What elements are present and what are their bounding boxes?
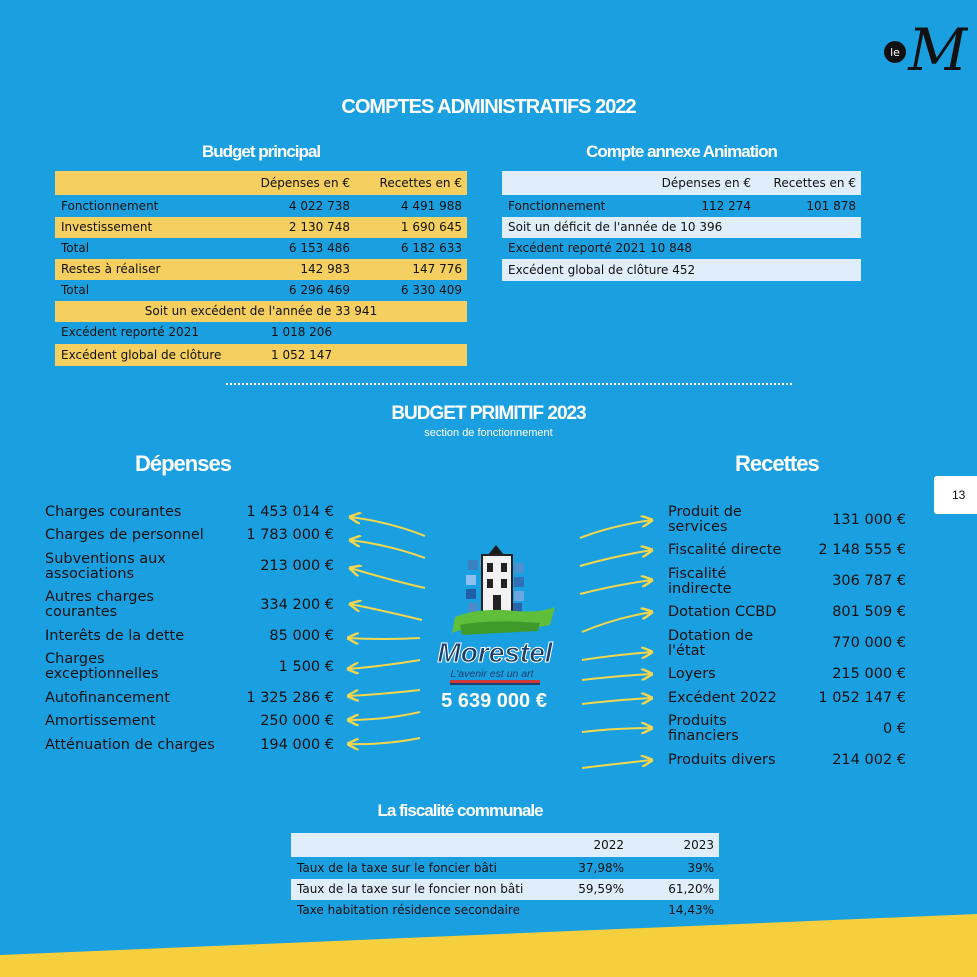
excedent-reporte-label: Excédent reporté 2021: [508, 241, 646, 255]
depense-label: Amortissement: [45, 713, 156, 729]
arrow-recette: [582, 760, 652, 768]
table-row: [55, 280, 467, 301]
depense-value: 213 000 €: [260, 558, 334, 574]
deficit-row: [502, 217, 861, 238]
excedent-global-row: [502, 259, 861, 281]
table-row: [291, 900, 719, 921]
dotted-separator: [226, 383, 792, 385]
excedent-global-text: Excédent global de clôture 452: [508, 263, 696, 277]
arrow-recette: [582, 728, 652, 732]
arrow-recette: [582, 612, 652, 632]
row-label: Taux de la taxe sur le foncier bâti: [297, 861, 497, 875]
town-name: Morestel: [437, 637, 553, 668]
row-label: Fonctionnement: [61, 199, 159, 213]
table-row: [55, 196, 467, 217]
arrow-depense: [348, 660, 420, 669]
recette-value: 770 000 €: [832, 635, 906, 651]
depense-value: 334 200 €: [260, 597, 334, 613]
deficit-text: Soit un déficit de l'année de 10 396: [508, 220, 723, 234]
depense-label: Atténuation de charges: [45, 737, 215, 753]
depense-label: Interêts de la dette: [45, 628, 185, 644]
svg-text:M: M: [908, 16, 968, 76]
arrow-recette: [580, 520, 652, 538]
excedent-annee-row: [55, 301, 467, 322]
depense-value: 1 325 286 €: [246, 690, 334, 706]
recette-value: 0 €: [882, 721, 906, 737]
arrow-recette: [580, 550, 652, 566]
arrow-depense: [350, 568, 425, 588]
arrow-recette: [582, 674, 652, 680]
depense-label: Charges de personnel: [45, 527, 204, 543]
compte-annexe-title: Compte annexe Animation: [586, 142, 777, 161]
tower-icon: [482, 545, 512, 613]
row-depenses: 112 274: [701, 199, 751, 213]
table-row: [55, 259, 467, 280]
recette-label: l'état: [668, 643, 706, 659]
depense-label: Autofinancement: [45, 690, 170, 706]
budget-primitif-title: BUDGET PRIMITIF 2023: [391, 403, 586, 424]
row-depenses: 4 022 738: [288, 199, 350, 213]
recette-value: 801 509 €: [832, 604, 906, 620]
row-recettes: 4 491 988: [400, 199, 462, 213]
header-recettes: Recettes en €: [773, 176, 856, 190]
depense-value: 1 500 €: [278, 659, 334, 675]
depense-label: Autres charges: [45, 589, 154, 605]
table-header-row: [291, 833, 719, 857]
budget-primitif-subtitle: section de fonctionnement: [424, 427, 553, 439]
recette-value: 131 000 €: [832, 512, 906, 528]
depense-value: 85 000 €: [269, 628, 334, 644]
comptes-title: COMPTES ADMINISTRATIFS 2022: [341, 96, 636, 118]
table-header-row: [502, 171, 861, 195]
depense-label: courantes: [45, 604, 118, 620]
header-depenses: Dépenses en €: [260, 176, 350, 190]
row-2022: 59,59%: [578, 882, 624, 896]
excedent-reporte-label: Excédent reporté 2021: [61, 325, 199, 339]
depense-value: 1 783 000 €: [246, 527, 334, 543]
table-row: [291, 858, 719, 879]
recette-label: Produits divers: [668, 752, 776, 768]
recette-value: 214 002 €: [832, 752, 906, 768]
table-row: [502, 196, 861, 217]
excedent-global-value: 1 052 147: [271, 348, 333, 362]
row-label: Total: [61, 283, 90, 297]
svg-text:le: le: [890, 46, 900, 59]
excedent-reporte-value: 10 848: [650, 241, 692, 255]
excedent-global-row: [55, 344, 467, 366]
arrow-depense: [350, 604, 422, 620]
town-slogan: L'avenir est un art: [450, 668, 534, 680]
row-recettes: 1 690 645: [400, 220, 462, 234]
depense-value: 194 000 €: [260, 737, 334, 753]
row-depenses: 6 296 469: [288, 283, 350, 297]
recettes-title: Recettes: [735, 451, 819, 476]
row-2023: 14,43%: [668, 903, 714, 917]
fiscalite-title: La fiscalité communale: [377, 801, 543, 820]
arrow-recette: [582, 698, 652, 704]
row-recettes: 101 878: [806, 199, 856, 213]
table-row: [55, 217, 467, 238]
depense-label: Subventions aux: [45, 551, 166, 567]
row-label: Taxe habitation résidence secondaire: [297, 903, 520, 917]
recette-label: Produits: [668, 713, 727, 729]
page-number: 13: [934, 476, 977, 514]
arrow-depense: [348, 738, 420, 744]
recette-value: 306 787 €: [832, 573, 906, 589]
arrow-depense: [348, 638, 420, 639]
recette-label: indirecte: [668, 581, 732, 597]
row-depenses: 2 130 748: [288, 220, 350, 234]
depense-label: exceptionnelles: [45, 666, 159, 682]
depenses-title: Dépenses: [135, 451, 231, 476]
row-recettes: 6 330 409: [400, 283, 462, 297]
depense-value: 250 000 €: [260, 713, 334, 729]
recette-label: financiers: [668, 728, 739, 744]
header-recettes: Recettes en €: [379, 176, 462, 190]
depense-value: 1 453 014 €: [246, 504, 334, 520]
recette-value: 2 148 555 €: [818, 542, 906, 558]
budget-principal-title: Budget principal: [201, 142, 321, 161]
excedent-global-label: Excédent global de clôture: [61, 348, 222, 362]
recette-value: 1 052 147 €: [818, 690, 906, 706]
arrow-depense: [348, 712, 420, 720]
table-row: [291, 879, 719, 900]
excedent-reporte-value: 1 018 206: [271, 325, 333, 339]
depense-label: Charges: [45, 651, 105, 667]
compte-annexe-table: [502, 171, 861, 281]
excedent-reporte-row: [502, 238, 861, 259]
row-depenses: 6 153 486: [288, 241, 350, 255]
recette-label: Dotation de: [668, 628, 754, 644]
table-row: [55, 238, 467, 259]
row-label: Total: [61, 241, 90, 255]
recette-label: Dotation CCBD: [668, 604, 777, 620]
header-2023: 2023: [683, 838, 714, 852]
depense-label: Charges courantes: [45, 504, 182, 520]
table-header-row: [55, 171, 467, 195]
row-depenses: 142 983: [300, 262, 350, 276]
fiscalite-table: [291, 833, 719, 921]
row-label: Fonctionnement: [508, 199, 606, 213]
row-recettes: 147 776: [412, 262, 462, 276]
budget-total: 5 639 000 €: [441, 690, 547, 712]
recette-value: 215 000 €: [832, 666, 906, 682]
arrow-depense: [350, 517, 425, 536]
recette-label: Fiscalité: [668, 566, 727, 582]
recette-label: Fiscalité directe: [668, 542, 782, 558]
row-label: Restes à réaliser: [61, 262, 161, 276]
excedent-annee-text: Soit un excédent de l'année de 33 941: [144, 304, 378, 318]
row-2022: 37,98%: [578, 861, 624, 875]
header-2022: 2022: [593, 838, 624, 852]
le-m-logo: [880, 14, 968, 76]
recette-label: Excédent 2022: [668, 690, 777, 706]
row-2023: 61,20%: [668, 882, 714, 896]
arrow-recette: [580, 580, 652, 594]
arrow-depense: [350, 540, 425, 558]
depense-label: associations: [45, 566, 135, 582]
excedent-reporte-row: [55, 322, 467, 343]
row-recettes: 6 182 633: [400, 241, 462, 255]
arrow-depense: [348, 690, 420, 696]
recette-label: Loyers: [668, 666, 716, 682]
recette-label: Produit de: [668, 504, 742, 520]
row-label: Taux de la taxe sur le foncier non bâti: [297, 882, 524, 896]
header-depenses: Dépenses en €: [661, 176, 751, 190]
morestel-logo: [420, 545, 570, 690]
row-2023: 39%: [687, 861, 714, 875]
recette-label: services: [668, 519, 728, 535]
arrow-recette: [582, 652, 652, 660]
row-label: Investissement: [61, 220, 153, 234]
budget-principal-table: [55, 171, 467, 366]
